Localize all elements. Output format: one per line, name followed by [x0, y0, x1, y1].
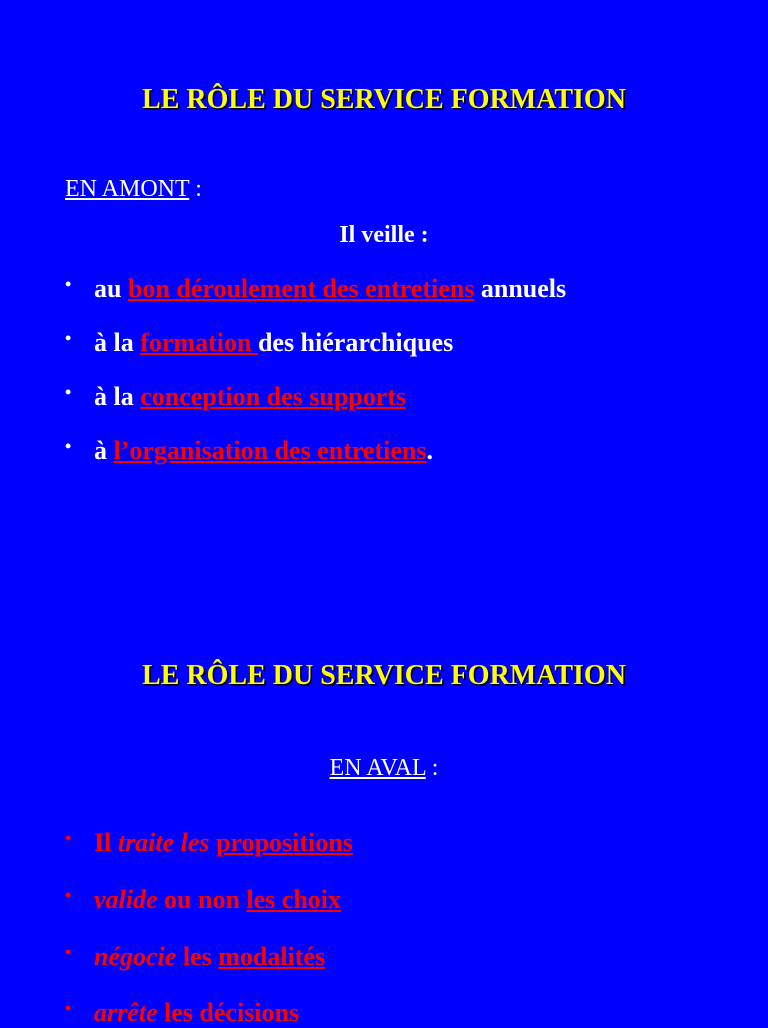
section-label-aval — [0, 754, 768, 782]
item-link[interactable]: modalités — [218, 942, 326, 971]
section-label-colon: : — [189, 176, 202, 202]
bullet-icon: • — [65, 382, 72, 402]
item-prefix: à la — [94, 328, 141, 357]
item-part-c: les décisions — [157, 998, 300, 1027]
item-verb: traite les — [117, 828, 210, 857]
item-link[interactable]: conception des supports — [140, 382, 407, 411]
item-link[interactable]: les choix — [246, 885, 342, 914]
slide-title: LE RÔLE DU SERVICE FORMATION — [142, 660, 626, 691]
bullet-icon: • — [65, 328, 72, 348]
bullet-icon: • — [65, 274, 72, 294]
item-link[interactable]: formation — [140, 328, 258, 357]
section-label-amont — [65, 175, 202, 203]
bullet-icon: • — [65, 885, 72, 905]
item-prefix: à la — [94, 382, 141, 411]
item-verb: négocie — [94, 942, 177, 971]
item-verb: valide — [94, 885, 158, 914]
item-suffix: . — [426, 436, 433, 465]
item-suffix: annuels — [474, 274, 567, 303]
item-prefix: à — [94, 436, 114, 465]
item-link[interactable]: l’organisation des entretiens — [113, 436, 427, 465]
section-label-colon: : — [425, 755, 439, 781]
bullet-icon: • — [65, 828, 72, 848]
item-link[interactable]: bon déroulement des entretiens — [127, 274, 475, 303]
item-suffix: des hiérarchiques — [257, 328, 454, 357]
section-label-text: EN AMONT — [65, 176, 190, 202]
section-label-text: EN AVAL — [329, 755, 426, 781]
bullet-icon: • — [65, 998, 72, 1018]
bullet-icon: • — [65, 942, 72, 962]
slide-title: LE RÔLE DU SERVICE FORMATION — [142, 84, 626, 115]
item-part-c: ou non — [157, 885, 247, 914]
bullet-icon: • — [65, 436, 72, 456]
item-prefix: au — [94, 274, 128, 303]
item-link[interactable]: propositions — [216, 828, 353, 857]
intro-text: Il veille : — [339, 222, 429, 248]
item-verb: arrête — [94, 998, 158, 1027]
item-part-c: les — [176, 942, 219, 971]
item-part-a: Il — [94, 828, 118, 857]
